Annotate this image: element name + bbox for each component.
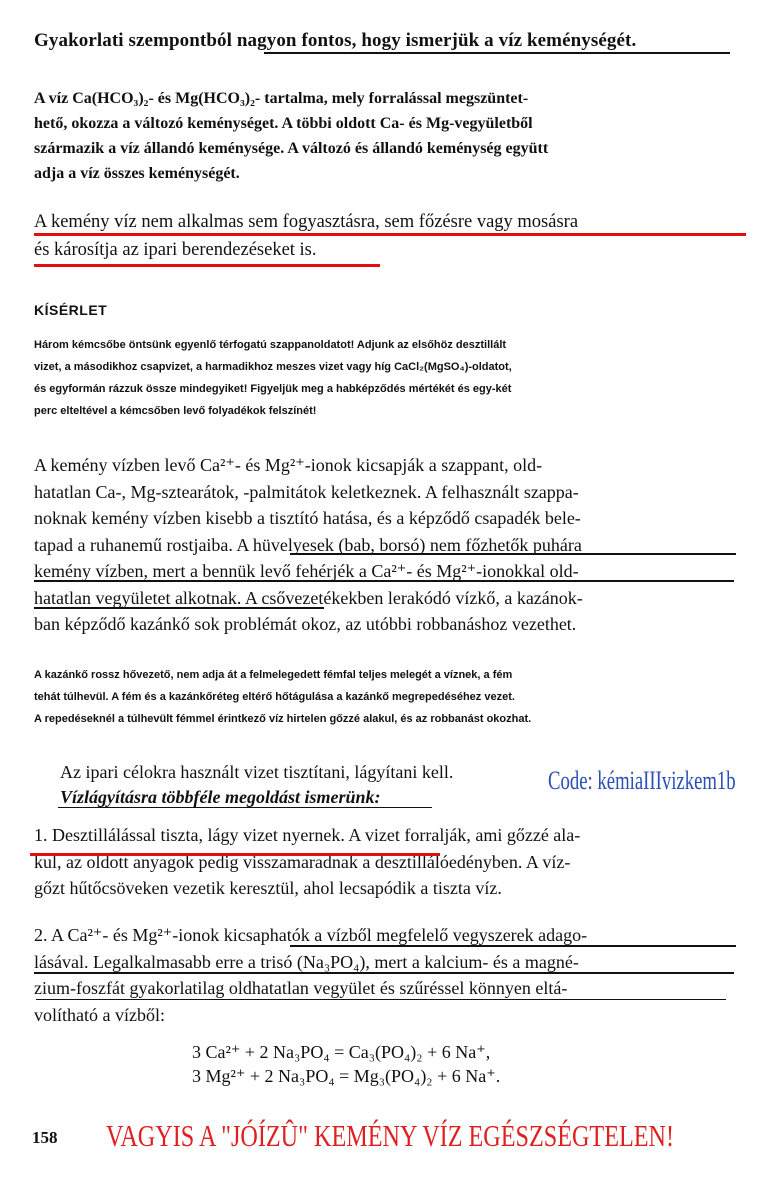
softening-intro [60, 760, 620, 810]
underline-mark [34, 607, 324, 609]
hardness-definition-paragraph [34, 86, 734, 186]
page-number: 158 [32, 1128, 58, 1147]
note-line: A kazánkő rossz hővezető, nem adja át a felmelegedett fémfal teljes melegét a víznek, a fém [34, 669, 513, 681]
underline-mark [264, 52, 730, 54]
paragraph-line: tapad a ruhanemű rostjaiba. A hüvelyesek (bab, borsó) nem főzhetők puhára [34, 534, 582, 555]
method-line: 1. Desztillálással tiszta, lágy vizet nyernek. A vizet forralják, ami gőzzé ala- [34, 825, 581, 845]
experiment-instructions [34, 334, 734, 422]
equation-calcium: 3 Ca²⁺ + 2 Na₃PO₄ = Ca₃(PO₄)₂ + 6 Na⁺, [192, 1042, 491, 1062]
code-annotation: Code: kémiaIIIvizkem1b [548, 766, 736, 795]
experiment-heading: KÍSÉRLET [34, 302, 108, 318]
method-line: 2. A Ca²⁺- és Mg²⁺-ionok kicsaphatók a vízből megfelelő vegyszerek adago- [34, 925, 588, 945]
paragraph-line: adja a víz összes keménységét. [34, 165, 240, 182]
underline-mark [290, 945, 736, 947]
underline-mark [34, 580, 734, 582]
method-line: kul, az oldott anyagok pedig visszamaradnak a desztillálóedényben. A víz- [34, 851, 571, 872]
equation-magnesium: 3 Mg²⁺ + 2 Na₃PO₄ = Mg₃(PO₄)₂ + 6 Na⁺. [192, 1066, 501, 1086]
paragraph-line: hatatlan Ca-, Mg-sztearátok, -palmitátok keletkeznek. A felhasznált szappa- [34, 481, 579, 502]
method-line: gőzt hűtőcsöveken vezetik keresztül, ahol lecsapódik a tiszta víz. [34, 878, 502, 898]
paragraph-line: és károsítja az ipari berendezéseket is. [34, 240, 317, 260]
intro-sentence: Gyakorlati szempontból nagyon fontos, hogy ismerjük a víz keménységét. [34, 30, 637, 51]
experiment-line: vizet, a másodikhoz csapvizet, a harmadikhoz meszes vizet vagy híg CaCl₂(MgSO₄)-oldatot, [34, 361, 512, 373]
paragraph-line: származik a víz állandó keménysége. A változó és állandó keménység együtt [34, 140, 549, 157]
paragraph-line: hatatlan vegyületet alkotnak. A csővezetékekben lerakódó vízkő, a kazánok- [34, 587, 583, 608]
underline-mark [58, 807, 432, 808]
paragraph-line: Az ipari célokra használt vizet tisztítani, lágyítani kell. [60, 762, 454, 782]
paragraph-line: A kemény vízben levő Ca²⁺- és Mg²⁺-ionok kicsapják a szappant, old- [34, 455, 543, 475]
underline-mark [30, 853, 440, 856]
experiment-line: Három kémcsőbe öntsünk egyenlő térfogatú szappanoldatot! Adjunk az elsőhöz desztillált [34, 339, 507, 351]
underline-mark [34, 233, 746, 236]
boiler-scale-note [34, 664, 734, 730]
paragraph-line: A víz Ca(HCO₃)₂- és Mg(HCO₃)₂- tartalma, mely forralással megszüntet- [34, 90, 529, 107]
paragraph-line: noknak kemény vízben kisebb a tisztító hatása, és a képződő csapadék bele- [34, 508, 581, 528]
method-line: lásával. Legalkalmasabb erre a trisó (Na₃PO₄), mert a kalcium- és a magné- [34, 951, 579, 972]
paragraph-line: kemény vízben, mert a bennük levő fehérjék a Ca²⁺- és Mg²⁺-ionokkal old- [34, 561, 579, 581]
method-precipitation [34, 922, 734, 1028]
underline-mark [290, 553, 736, 555]
chemical-equations [192, 1040, 500, 1088]
method-line: zium-foszfát gyakorlatilag oldhatatlan vegyület és szűréssel könnyen eltá- [34, 978, 568, 998]
hard-water-harm-paragraph [34, 208, 734, 264]
underline-mark [34, 264, 380, 267]
note-line: A repedéseknél a túlhevült fémmel érintkező víz hirtelen gőzzé alakul, és az robbanást okozhat. [34, 713, 532, 725]
softening-methods-heading: Vízlágyításra többféle megoldást ismerünk: [60, 787, 381, 807]
method-distillation [34, 822, 734, 902]
underline-mark [36, 999, 726, 1000]
experiment-line: perc elteltével a kémcsőben levő folyadékok felszínét! [34, 405, 317, 417]
paragraph-line: A kemény víz nem alkalmas sem fogyasztásra, sem főzésre vagy mosásra [34, 212, 579, 232]
method-line: volítható a vízből: [34, 1004, 165, 1025]
red-slogan: VAGYIS A "JÓÍZÛ" KEMÉNY VÍZ EGÉSZSÉGTELEN! [106, 1118, 675, 1153]
paragraph-line: hető, okozza a változó keménységet. A többi oldott Ca- és Mg-vegyületből [34, 115, 533, 132]
paragraph-line: ban képződő kazánkő sok problémát okoz, az utóbbi robbanáshoz vezethet. [34, 614, 577, 634]
note-line: tehát túlhevül. A fém és a kazánkőréteg eltérő hőtágulása a kazánkő megrepedéséhez vezet. [34, 691, 515, 703]
soap-precipitation-paragraph [34, 452, 734, 638]
underline-mark [34, 972, 734, 974]
experiment-line: és egyformán rázzuk össze mindegyiket! Figyeljük meg a habképződés mértékét és egy-két [34, 383, 512, 395]
